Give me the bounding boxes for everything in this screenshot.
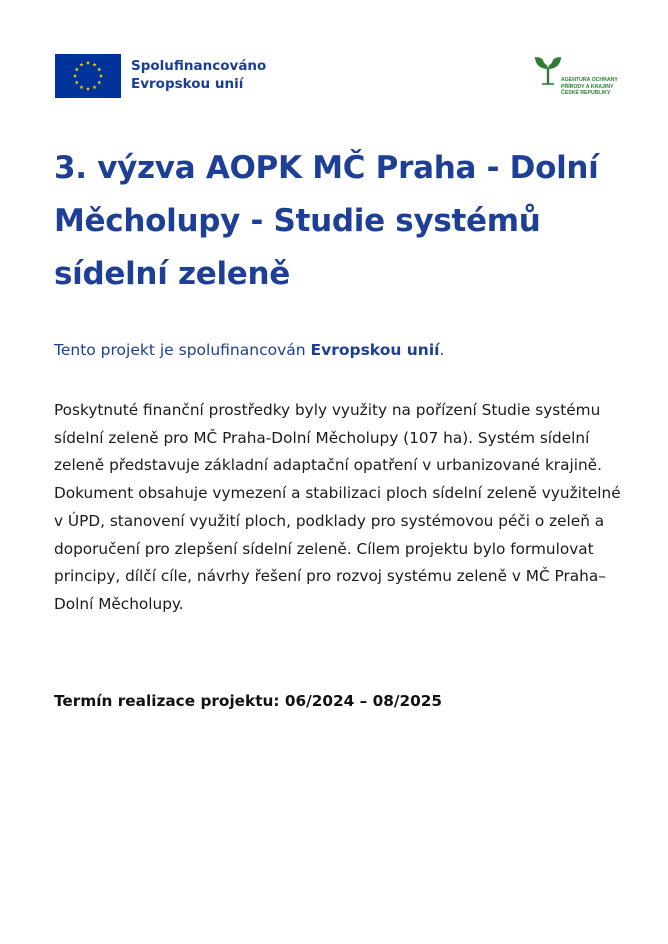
- funding-intro: Tento projekt je spolufinancován Evropskou unií.: [54, 341, 445, 359]
- eu-label-line2: Evropskou unií: [131, 76, 244, 92]
- header: [55, 54, 618, 104]
- eu-star-icon: [73, 74, 77, 78]
- eu-star-icon: [79, 85, 83, 89]
- eu-star-icon: [79, 63, 83, 67]
- eu-star-icon: [97, 80, 101, 84]
- page-title: 3. výzva AOPK MČ Praha - Dolní Měcholupy - Studie systémů sídelní zeleně: [54, 150, 599, 292]
- eu-star-icon: [97, 67, 101, 71]
- eu-emphasis: Evropskou unií: [310, 341, 440, 359]
- eu-star-icon: [99, 74, 103, 78]
- eu-star-icon: [86, 61, 90, 65]
- aopk-label: AGENTURA OCHRANY PŘÍRODY A KRAJINY ČESKÉ REPUBLIKY: [561, 77, 618, 97]
- eu-star-icon: [75, 80, 79, 84]
- project-description: Poskytnuté finanční prostředky byly využity na pořízení Studie systému sídelní zeleně pro MČ Praha-Dolní Měcholupy (107 ha). Systém sídelní zeleně představuje základní adaptační opatření v urbanizované krajině. Dokument obsahuje vymezení a stabilizaci ploch sídelní zeleně využitelné v ÚPD, stanovení využití ploch, podklady pro systémovou péči o zeleň a doporučení pro zlepšení sídelní zeleně. Cílem projektu bylo formulovat principy, dílčí cíle, návrhy řešení pro rozvoj systému zeleně v MČ Praha–Dolní Měcholupy.: [54, 401, 621, 613]
- eu-star-icon: [75, 67, 79, 71]
- eu-cofinanced-label: [131, 57, 266, 93]
- eu-flag-icon: [55, 54, 121, 98]
- eu-star-icon: [92, 85, 96, 89]
- aopk-logo: [533, 54, 623, 102]
- eu-label-line1: Spolufinancováno: [131, 58, 267, 74]
- eu-star-icon: [92, 63, 96, 67]
- eu-star-icon: [86, 87, 90, 91]
- project-term: Termín realizace projektu: 06/2024 – 08/2025: [54, 692, 443, 710]
- leaf-tree-icon: [533, 54, 563, 86]
